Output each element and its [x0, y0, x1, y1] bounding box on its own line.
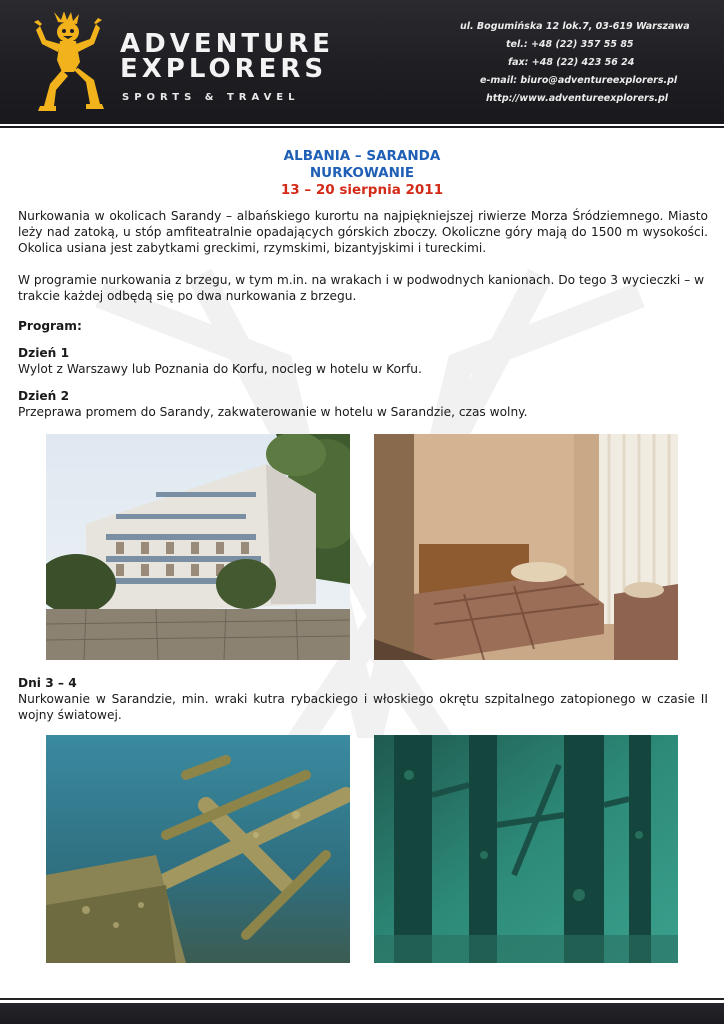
- intro-text: Nurkowania w okolicach Sarandy – albańskiego kurortu na najpiękniejszej riwierze Morza Śródziemnego. Miasto leży nad zatoką, u stóp amfiteatralnie opadających górskich zboczy. Okoliczne góry mają do 1500 m wysokości. Okolica usiana jest zabytkami greckimi, rzymskimi, bizantyjskimi i tureckimi.: [18, 209, 708, 255]
- day1-heading: Dzień 1: [18, 346, 70, 360]
- footer-band: [0, 1003, 724, 1024]
- title-dates: 13 – 20 sierpnia 2011: [280, 182, 444, 198]
- intro-paragraph: [18, 208, 708, 256]
- fax: fax: +48 (22) 423 56 24: [508, 57, 635, 68]
- day2-text: Przeprawa promem do Sarandy, zakwaterowanie w hotelu w Sarandzie, czas wolny.: [18, 405, 528, 419]
- day2-section: [18, 388, 708, 420]
- program-heading: Program:: [18, 319, 82, 333]
- hotel-building-photo: [46, 434, 350, 660]
- email-link[interactable]: e-mail: biuro@adventureexplorers.pl: [480, 75, 678, 86]
- footer-divider: [0, 998, 724, 1000]
- header-banner: [0, 0, 724, 124]
- day34-text: Nurkowanie w Sarandzie, min. wraki kutra rybackiego i włoskiego okrętu szpitalnego zatopionego w czasie II wojny światowej.: [18, 692, 708, 722]
- title-activity: NURKOWANIE: [309, 165, 415, 181]
- website-link[interactable]: http://www.adventureexplorers.pl: [486, 93, 669, 104]
- brand-tagline: SPORTS & TRAVEL: [122, 92, 300, 103]
- tribal-figure-logo-icon: [30, 12, 108, 112]
- shipwreck-photo: [46, 735, 350, 963]
- header-divider: [0, 126, 724, 128]
- phone: tel.: +48 (22) 357 55 85: [506, 39, 634, 50]
- program-description-text: W programie nurkowania z brzegu, w tym m.in. na wrakach i w podwodnych kanionach. Do tego 3 wycieczki – w trakcie każdej odbędą się po dwa nurkowania z brzegu.: [18, 273, 705, 303]
- brand-line-adventure: ADVENTURE: [120, 29, 334, 59]
- document-title: [0, 148, 724, 199]
- brand-line-explorers: EXPLORERS: [120, 54, 328, 84]
- day34-section: [18, 675, 708, 723]
- contact-info: [440, 18, 710, 108]
- address: ul. Bogumińska 12 lok.7, 03-619 Warszawa: [460, 21, 690, 32]
- day1-section: [18, 345, 708, 377]
- title-destination: ALBANIA – SARANDA: [283, 148, 441, 164]
- underwater-wreck-photo: [374, 735, 678, 963]
- program-description: [18, 272, 708, 304]
- day1-text: Wylot z Warszawy lub Poznania do Korfu, nocleg w hotelu w Korfu.: [18, 362, 422, 376]
- day2-heading: Dzień 2: [18, 389, 70, 403]
- hotel-room-photo: [374, 434, 678, 660]
- day34-heading: Dni 3 – 4: [18, 676, 77, 690]
